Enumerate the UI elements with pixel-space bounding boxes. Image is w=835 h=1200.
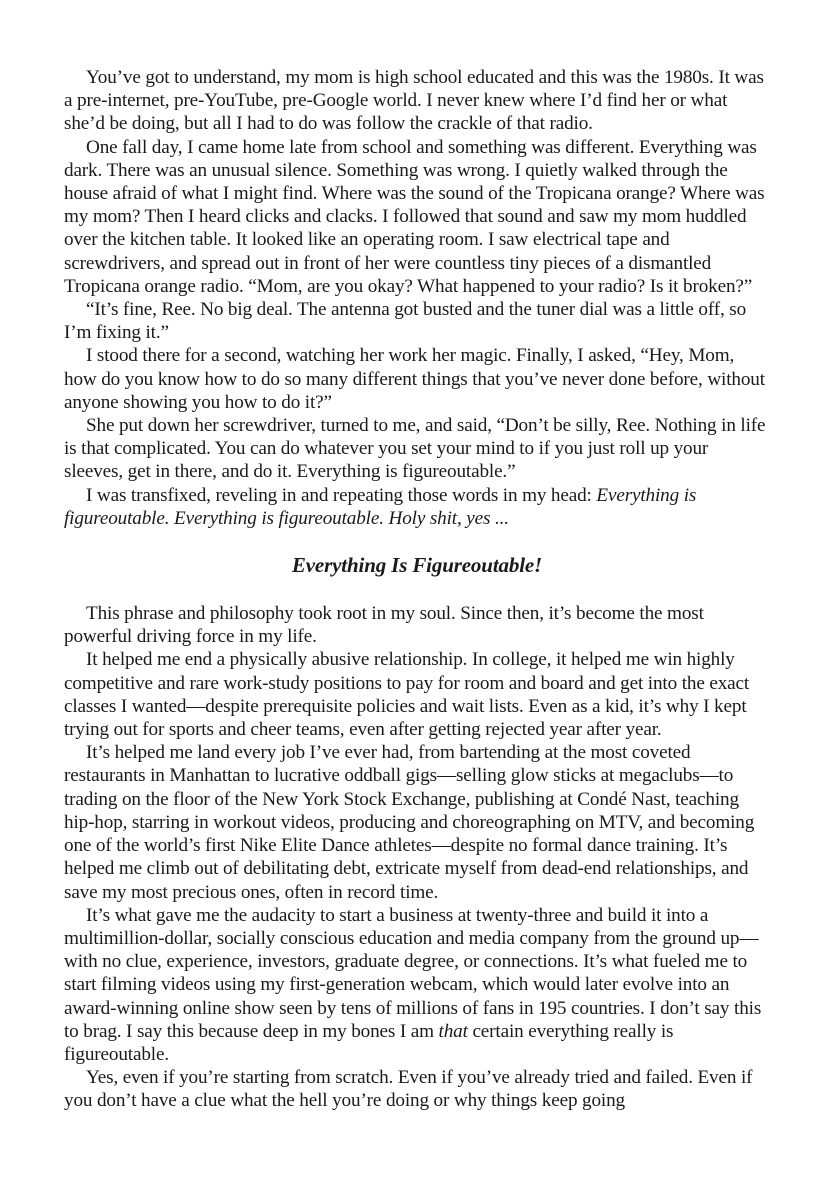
paragraph-text: It’s what gave me the audacity to start a business at twenty-three and build it into a multimillion-dollar, socially conscious education and media company from the ground up—with no clue, experience, investors, graduate degree, or connections. It’s what fueled me to start filming videos using my first-generation webcam, which would later evolve into an award-winning online show seen by tens of millions of fans in 195 countries. I don’t say this to brag. I say this because deep in my bones I am	[64, 904, 762, 1042]
section-heading: Everything Is Figureoutable!	[291, 553, 543, 578]
paragraph: Yes, even if you’re starting from scratch. Even if you’ve already tried and failed. Even if you don’t have a clue what the hell you’re doing or why things keep going	[64, 1067, 753, 1112]
paragraph-text: I was transfixed, reveling in and repeating those words in my head:	[86, 484, 597, 506]
paragraph: “It’s fine, Ree. No big deal. The antenna got busted and the tuner dial was a little off, so I’m fixing it.”	[64, 299, 747, 344]
italic-text: Everything is figureoutable. Everything is figureoutable. Holy shit, yes ...	[64, 484, 697, 529]
paragraph: One fall day, I came home late from school and something was different. Everything was dark. There was an unusual silence. Something was wrong. I quietly walked through the house afraid of what I might find. Where was the sound of the Tropicana orange? Where was my mom? Then I heard clicks and clacks. I followed that sound and saw my mom huddled over the kitchen table. It looked like an operating room. I saw electrical tape and screwdrivers, and spread out in front of her were countless tiny pieces of a dismantled Tropicana orange radio. “Mom, are you okay? What happened to your radio? Is it broken?”	[64, 136, 765, 297]
paragraph	[64, 484, 770, 530]
paragraph	[64, 904, 770, 1066]
book-page	[64, 66, 770, 1113]
paragraph: I stood there for a second, watching her work her magic. Finally, I asked, “Hey, Mom, how do you know how to do so many different things that you’ve never done before, without anyone showing you how to do it?”	[64, 345, 765, 413]
paragraph: She put down her screwdriver, turned to me, and said, “Don’t be silly, Ree. Nothing in life is that complicated. You can do whatever you set your mind to if you just roll up your sleeves, get in there, and do it. Everything is figureoutable.”	[64, 415, 766, 483]
paragraph: It’s helped me land every job I’ve ever had, from bartending at the most coveted restaurants in Manhattan to lucrative oddball gigs—selling glow sticks at megaclubs—to trading on the floor of the New York Stock Exchange, publishing at Condé Nast, teaching hip-hop, starring in workout videos, producing and choreographing on MTV, and becoming one of the world’s first Nike Elite Dance athletes—despite no formal dance training. It’s helped me climb out of debilitating debt, extricate myself from dead-end relationships, and save my most precious ones, often in record time.	[64, 742, 755, 903]
section-everything-is-figureoutable	[64, 602, 770, 1112]
paragraph: You’ve got to understand, my mom is high school educated and this was the 1980s. It was a pre-internet, pre-YouTube, pre-Google world. I never knew where I’d find her or what she’d be doing, but all I had to do was follow the crackle of that radio.	[64, 67, 764, 135]
section-opening-story	[64, 66, 770, 530]
paragraph-text: certain everything really is figureoutable.	[64, 1020, 674, 1065]
paragraph: This phrase and philosophy took root in my soul. Since then, it’s become the most powerful driving force in my life.	[64, 603, 704, 648]
paragraph: It helped me end a physically abusive relationship. In college, it helped me win highly competitive and rare work-study positions to pay for room and board and get into the exact classes I wanted—despite prerequisite policies and wait lists. Even as a kid, it’s why I kept trying out for sports and cheer teams, even after getting rejected year after year.	[64, 649, 750, 741]
italic-text: that	[438, 1020, 468, 1042]
